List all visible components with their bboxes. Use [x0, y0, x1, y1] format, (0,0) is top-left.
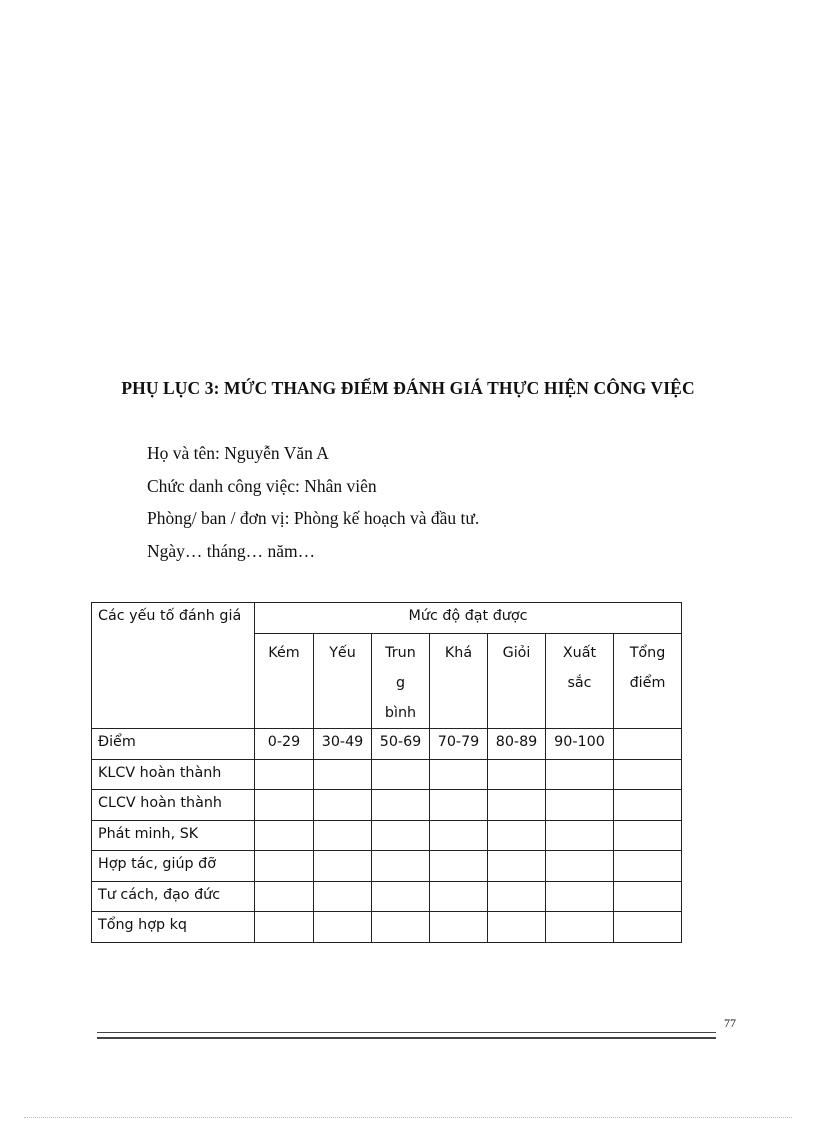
score-cell: [488, 882, 546, 912]
score-cell: [314, 882, 372, 912]
score-cell: [488, 851, 546, 882]
score-range-cell: 50-69: [372, 729, 430, 760]
score-cell: [255, 760, 314, 790]
score-cell: [314, 760, 372, 790]
criterion-label: CLCV hoàn thành: [92, 790, 255, 821]
score-cell: [372, 851, 430, 882]
table-row: [92, 851, 682, 882]
score-cell: [372, 760, 430, 790]
criteria-header: Các yếu tố đánh giá: [92, 603, 255, 729]
score-cell: [614, 882, 682, 912]
table-row: [92, 882, 682, 912]
score-cell: [430, 882, 488, 912]
evaluation-date: Ngày… tháng… năm…: [147, 541, 316, 561]
score-cell: [430, 912, 488, 943]
criterion-label: Hợp tác, giúp đỡ: [92, 851, 255, 882]
score-range-cell: 80-89: [488, 729, 546, 760]
level-header-cell: Giỏi: [488, 634, 546, 729]
score-cell: [614, 851, 682, 882]
score-cell: [546, 851, 614, 882]
page-edge-divider: [24, 1117, 792, 1118]
footer-divider: [97, 1037, 716, 1039]
score-cell: [314, 912, 372, 943]
score-cell: [546, 790, 614, 821]
score-cell: [255, 882, 314, 912]
score-cell: [314, 790, 372, 821]
score-cell: [614, 760, 682, 790]
score-cell: [255, 912, 314, 943]
score-cell: [614, 790, 682, 821]
score-cell: [488, 790, 546, 821]
evaluation-table: [91, 602, 682, 943]
level-header-cell: Tổng điểm: [614, 634, 682, 729]
job-title: Chức danh công việc: Nhân viên: [147, 476, 377, 496]
level-header-cell: Trun g bình: [372, 634, 430, 729]
level-header-cell: Yếu: [314, 634, 372, 729]
level-header-cell: Kém: [255, 634, 314, 729]
criterion-label: Tư cách, đạo đức: [92, 882, 255, 912]
score-cell: [255, 790, 314, 821]
score-range-cell: 90-100: [546, 729, 614, 760]
score-cell: [546, 912, 614, 943]
score-cell: [430, 790, 488, 821]
score-cell: [372, 882, 430, 912]
score-cell: [372, 912, 430, 943]
criterion-label: Phát minh, SK: [92, 821, 255, 851]
level-header-cell: Khá: [430, 634, 488, 729]
score-cell: [255, 821, 314, 851]
criterion-label: KLCV hoàn thành: [92, 760, 255, 790]
score-cell: [546, 882, 614, 912]
score-row-label: Điểm: [92, 729, 255, 760]
level-header-cell: Xuất sắc: [546, 634, 614, 729]
score-cell: [488, 760, 546, 790]
page-number: 77: [724, 1016, 736, 1030]
score-cell: [314, 821, 372, 851]
score-range-cell: [614, 729, 682, 760]
score-range-cell: 30-49: [314, 729, 372, 760]
footer-divider: [97, 1032, 716, 1033]
table-row: [92, 790, 682, 821]
score-cell: [614, 821, 682, 851]
score-cell: [314, 851, 372, 882]
level-header: Mức độ đạt được: [255, 603, 682, 634]
department: Phòng/ ban / đơn vị: Phòng kế hoạch và đầu tư.: [147, 508, 480, 528]
table-row: [92, 729, 682, 760]
criterion-label: Tổng hợp kq: [92, 912, 255, 943]
score-cell: [430, 760, 488, 790]
score-cell: [372, 821, 430, 851]
score-cell: [372, 790, 430, 821]
score-cell: [488, 912, 546, 943]
table-row: [92, 912, 682, 943]
table-row: [92, 821, 682, 851]
score-range-cell: 0-29: [255, 729, 314, 760]
table-row: [92, 760, 682, 790]
employee-name: Họ và tên: Nguyễn Văn A: [147, 443, 329, 463]
score-cell: [255, 851, 314, 882]
score-cell: [546, 760, 614, 790]
score-cell: [614, 912, 682, 943]
score-cell: [430, 821, 488, 851]
appendix-title: PHỤ LỤC 3: MỨC THANG ĐIỂM ĐÁNH GIÁ THỰC HIỆN CÔNG VIỆC: [121, 378, 695, 398]
score-cell: [430, 851, 488, 882]
score-cell: [488, 821, 546, 851]
score-cell: [546, 821, 614, 851]
score-range-cell: 70-79: [430, 729, 488, 760]
